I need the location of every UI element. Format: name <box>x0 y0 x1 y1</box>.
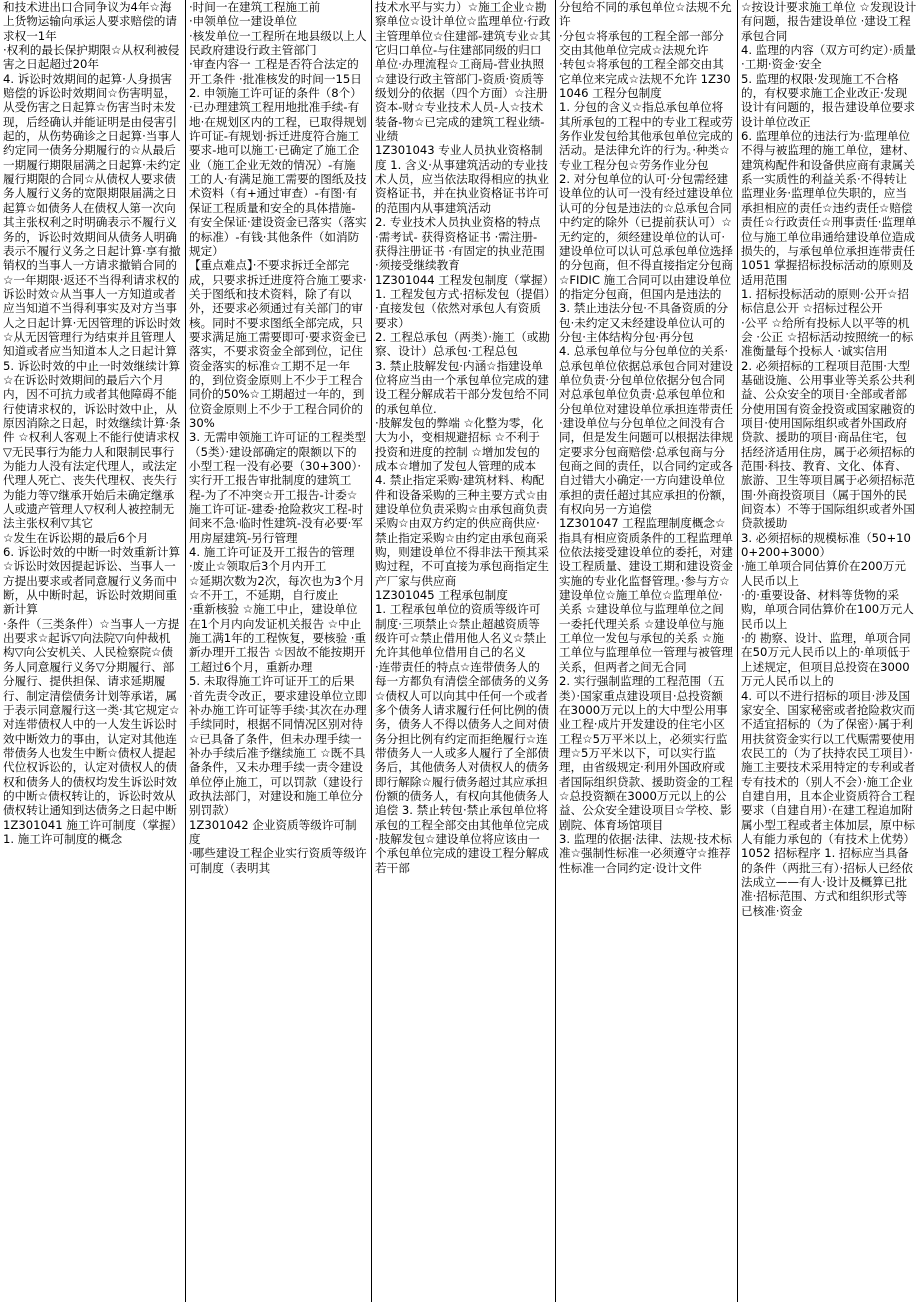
text-column-5 <box>738 0 920 1302</box>
paragraph: ·哪些建设工程企业实行资质等级许可制度（表明其 <box>189 846 367 875</box>
section-heading: 1Z301041 施工许可制度（掌握） <box>3 817 183 832</box>
section-heading: 1Z301042 企业资质等级许可制度 <box>189 817 357 846</box>
paragraph: 5. 监理的权限·发现施工不合格的，有权要求施工企业改正·发现设计有问题的，报告建设单位要求设计单位改正 <box>741 71 915 129</box>
paragraph: 1. 分包的含义☆指总承包单位将其所承包的工程中的专业工程或劳务作业发包给其他承包单位完成的活动。是法律允许的行为。·种类☆专业工程分包☆劳务作业分包 <box>559 100 733 172</box>
paragraph: 2. 实行强制监理的工程范围（五类）·国家重点建设项目·总投资额在3000万元以上的大中型公用事业工程·成片开发建设的住宅小区工程☆5万平米以上，必须实行监理☆5万平米以下，可以实行监理，由省级规定·利用外国政府或者国际组织贷款、援助资金的工程☆总投资额在3000万元以上的公益、公众安全建设项目☆学校、影剧院、体育场馆项目 <box>559 674 733 832</box>
paragraph: 1. 工程发包方式·招标发包（提倡）·直接发包（依然对承包人有资质要求） <box>375 286 550 330</box>
paragraph: 技术水平与实力）☆施工企业☆勘察单位☆设计单位☆监理单位·行政主管理单位☆住建部-建筑专业☆其它归口单位-与住建部同级的归口单位·办理流程☆工商局-营业执照☆建设行政主管部门-资质·资质等级划分的依据（四个方面）☆注册资本-财☆专业技术人员-人☆技术装备-物☆已完成的建筑工程业绩-业绩 <box>375 0 551 144</box>
section-heading: 1Z301044 工程发包制度（掌握） <box>375 272 554 287</box>
paragraph: ·首先责令改正，要求建设单位立即补办施工许可证等手续·其次在办理手续同时，根据不同情况区别对待☆已具备了条件，但未办理手续一 补办手续后准予继续施工 ☆既不具备条件，又未办理手续一责令建设单位停止施工，可以罚款（建设行政执法部门，对建设和施工单位分别罚款） <box>189 688 367 818</box>
paragraph: 1052 招标程序 1. 招标应当具备的条件（两批三有）·招标人已经依法成立——有人·设计及概算已批准·招标范围、方式和组织形式等已核准·资金 <box>741 846 913 918</box>
paragraph: ·重新核验 ☆施工中止，建设单位在1个月内向发证机关报告 ☆中止施工满1年的工程恢复，要核验 ·重新办理开工报告 ☆因故不能按期开工超过6个月，重新办理 <box>189 602 367 674</box>
paragraph: 1. 招标投标活动的原则·公开☆招标信息公开 ☆招标过程公开 <box>741 286 909 316</box>
paragraph: ·申领单位一建设单位 <box>189 14 298 29</box>
paragraph: 2. 申领施工许可证的条件（8个） <box>189 86 362 101</box>
paragraph: ☆按设计要求施工单位 ☆发现设计有问题，报告建设单位 ·建设工程承包合同 <box>741 0 917 43</box>
text-column-4 <box>556 0 736 1302</box>
paragraph: 1. 施工许可制度的概念 <box>3 831 123 846</box>
paragraph: ·审查内容一 工程是否符合法定的开工条件 ·批准核发的时间一15日 <box>189 57 362 86</box>
paragraph: ·的 勘察、设计、监理，单项合同在50万元人民币以上的·单项低于上述规定，但项目总投资在3000万元人民币以上的 <box>741 631 911 689</box>
paragraph: ·条件（三类条件）☆当事人一方提出要求☆起诉▽向法院▽向仲裁机构▽向公安机关、人民检察院☆债务人同意履行义务▽分期履行、部分履行、提供担保、请求延期履行、制定清偿债务计划等承诺，属于表示同意履行这一类·其它规定☆对连带债权人中的一人发生诉讼时效中断效力的事由，认定对其他连带债务人也发生中断☆债权人提起代位权诉讼的，认定对债权人的债权和债务人的债权均发生诉讼时效的中断☆债权转让的，诉讼时效从债权转让通知到达债务之日起中断 <box>3 616 180 818</box>
paragraph: ·肢解发包☆建设单位将应该由一个承包单位完成的建设工程分解成若干部 <box>375 831 549 875</box>
paragraph: 3. 必须招标的规模标准（50+100+200+3000） <box>741 530 911 560</box>
paragraph: 2. 专业技术人员执业资格的特点 <box>375 215 541 230</box>
paragraph: 4. 施工许可证及开工报告的管理 <box>189 545 355 560</box>
paragraph: ☆发生在诉讼期的最后6个月 <box>3 530 149 545</box>
paragraph: ·已办理建筑工程用地批准手续-有地·在规划区内的工程，已取得规划许可证-有规划·拆迁进度符合施工要求-地可以施工·已确定了施工企业（施工企业无效的情况）-有施工的人·有满足施工需要的图纸及技术资料（有+通过审查）-有图·有保证工程质量和安全的具体措施-有安全保证·建设资金已落实（落实的标准）-有钱·其他条件（如消防规定） <box>189 100 367 258</box>
paragraph: ·分包☆将承包的工程全部一部分交由其他单位完成☆法规允许 <box>559 28 724 58</box>
paragraph: 5. 未取得施工许可证开工的后果 <box>189 674 355 689</box>
paragraph: ·公平 ☆给所有投标人以平等的机会 ·公正 ☆招标活动按照统一的标准衡量每个投标人 ·诚实信用 <box>741 315 914 359</box>
paragraph: 6. 诉讼时效的中断一时效重新计算☆诉讼时效因提起诉讼、当事人一方提出要求或者同意履行义务而中断，从中断时起，诉讼时效期间重新计算 <box>3 545 181 617</box>
paragraph: 5. 诉讼时效的中止一时效继续计算☆在诉讼时效期间的最后六个月内，因不可抗力或者其他障碍不能行使请求权的，诉讼时效中止，从原因消除之日起，时效继续计算·条件 ☆权利人客观上不能行使请求权 ▽无民事行为能力人和限制民事行为能力人没有法定代理人，或法定代理人死亡、丧失代理权、丧失行为能力等▽继承开始后未确定继承人或遗产管理人▽权利人被控制无法主张权利▽其它 <box>3 358 181 531</box>
paragraph: 6. 监理单位的违法行为·监理单位不得与被监理的施工单位，建材、建筑构配件和设备供应商有隶属关系一实质性的利益关系·不得转让监理业务·监理单位失职的，应当承担相应的责任☆违约责任☆赔偿责任☆行政责任☆刑事责任·监理单位与施工单位串通给建设单位造成损失的，与承包单位承担连带责任 1051 掌握招标投标活动的原则及适用范围 <box>741 129 917 287</box>
paragraph: 1Z301047 工程监理制度概念☆指具有相应资质条件的工程监理单位依法接受建设单位的委托，对建设工程质量、建设工期和建设资金实施的专业化监督管理。·参与方☆建设单位☆施工单位☆监理单位·关系 ☆建设单位与监理单位之间一委托代理关系 ☆建设单位与施工单位一发包与承包的关系 ☆施工单位与监理单位一管理与被管理关系，但两者之间无合同 <box>559 516 733 674</box>
paragraph: 和技术进出口合同争议为4年☆海上货物运输向承运人要求赔偿的请求权一1年 <box>3 0 177 43</box>
paragraph: 2. 必须招标的工程项目范围·大型基础设施、公用事业等关系公共利益、公众安全的项目·全部或者部分使用国有资金投资或国家融资的项目·使用国际组织或者外国政府贷款、援助的项目·商品住宅，包括经济适用住房，属于必须招标的范围·科技、教育、文化、体育、旅游、卫生等项目属于必须招标范围·外商投资项目（属于国外的民间资本）不等于国际组织或者外国贷款援助 <box>741 358 915 531</box>
paragraph: ·连带责任的特点☆连带债务人的每一方都负有清偿全部债务的义务☆债权人可以向其中任何一个或者多个债务人请求履行任何比例的债务，债务人不得以债务人之间对债务分担比例有约定而拒绝履行☆连带债务人一人或多人履行了全部债务后，其他债务人对债权人的债务即行解除☆履行债务超过其应承担份额的债务人，有权向其他债务人追偿 3. 禁止转包·禁止承包单位将承包的工程全部交由其他单位完成 <box>375 659 549 832</box>
paragraph: ☆延期次数为2次，每次也为3个月☆不开工，不延期，自行废止 <box>189 573 365 603</box>
paragraph: ·肢解发包的弊端 ☆化整为零，化大为小，变相规避招标 ☆不利于投资和进度的控制 ☆增加发包的成本☆增加了发包人管理的成本 <box>375 415 544 473</box>
text-column-3 <box>372 0 554 1302</box>
paragraph: ·需考试- 获得资格证书 ·需注册- 获得注册证书 ·有固定的执业范围 ·须接受继续教育 <box>375 229 545 273</box>
paragraph: 1Z301043 专业人员执业资格制度 1. 含义·从事建筑活动的专业技术人员，应当依法取得相应的执业资格证书，并在执业资格证书许可的范围内从事建筑活动 <box>375 143 549 215</box>
paragraph: 2. 对分包单位的认可·分包需经建设单位的认可一没有经过建设单位认可的分包是违法的☆总承包合同中约定的除外（已提前获认可）☆无约定的，须经建设单位的认可·建设单位可以认可总承包单位选择的分包商，但不得直接指定分包商 ☆FIDIC 施工合同可以由建设单位的指定分包商，但国内是违法的 <box>559 172 733 301</box>
text-column-2 <box>186 0 370 1302</box>
paragraph: 分包给不同的承包单位☆法规不允许 <box>559 0 732 29</box>
paragraph: 4. 监理的内容（双方可约定）·质量·工期·资金·安全 <box>741 43 916 72</box>
paragraph: 1. 工程承包单位的资质等级许可制度·三项禁止☆禁止超越资质等级许可☆禁止借用他人名义☆禁止允许其他单位借用自己的名义 <box>375 602 547 660</box>
paragraph: 3. 禁止肢解发包·内涵☆指建设单位将应当由一个承包单位完成的建设工程分解成若干部分发包给不同的承包单位. <box>375 358 549 416</box>
section-heading: 1Z301045 工程承包制度 <box>375 588 508 603</box>
paragraph: 4. 可以不进行招标的项目·涉及国家安全、国家秘密或者抢险救灾而不适宜招标的（为了保密）·属于利用扶贫资金实行以工代赈需要使用农民工的（为了扶持农民工项目）·施工主要技术采用特定的专利或者专有技术的（别人不会）·施工企业自建自用，且本企业资质符合工程要求（自建自用）·在建工程追加附属小型工程或者主体加层，原中标人有能力承包的（有技术上优势） <box>741 688 915 846</box>
paragraph: 4. 禁止指定采购·建筑材料、构配件和设备采购的三种主要方式☆由建设单位负责采购☆由承包商负责采购☆由双方约定的供应商供应·禁止指定采购☆由约定由承包商采购，则建设单位不得非法干预其采购过程，不可直接为承包商指定生产厂家与供应商 <box>375 473 549 588</box>
paragraph: ·权利的最长保护期限☆从权利被侵害之日起超过20年 <box>3 43 180 72</box>
paragraph: 2. 工程总承包（两类）·施工（或勘察、设计）总承包·工程总包 <box>375 329 550 359</box>
paragraph: 【重点难点】·不要求拆迁全部完成，只要求拆迁进度符合施工要求·关于图纸和技术资料，除了有以外，还要求必须通过有关部门的审核。同时不要求图纸全部完成，只要求满足施工需要即可·要求资金已落实，不要求资金全部到位，记住资金落实的标准☆工期不足一年的，到位资金原则上不少于工程合同价的50%☆工期超过一年的，到位资金原则上不少于工程合同价的30% <box>189 258 367 430</box>
paragraph: 4. 诉讼时效期间的起算·人身损害赔偿的诉讼时效期间☆伤害明显，从受伤害之日起算☆伤害当时未发现，后经确认并能证明是由侵害引起的，从伤势确诊之日起算·当事人约定同一债务分期履行的☆从最后一期履行期限届满之日起算·未约定履行期限的合同☆从债权人要求债务人履行义务的宽限期限届满之日起算☆如债务人在债权人第一次向其主张权利之时明确表示不履行义务的，诉讼时效期间从债务人明确表示不履行义务之日起计算·享有撤销权的当事人一方请求撤销合同的☆一年期限·返还不当得利请求权的诉讼时效☆从当事人一方知道或者应当知道不当得利事实及对方当事人之日起计算·无因管理的诉讼时效☆从无因管理行为结束并且管理人知道或者应当知道本人之日起计算 <box>3 71 181 359</box>
paragraph: ·核发单位一工程所在地县级以上人民政府建设行政主管部门 <box>189 28 367 58</box>
text-column-1 <box>0 0 184 1302</box>
paragraph: ·施工单项合同估算价在200万元人民币以上 <box>741 559 906 588</box>
paragraph: 3. 监理的依据·法律、法规·技术标准☆强制性标准一必须遵守☆推荐性标准一合同约定·设计文件 <box>559 831 732 875</box>
paragraph: 3. 禁止违法分包·不具备资质的分包·未约定又未经建设单位认可的分包·主体结构分包·再分包 <box>559 301 729 344</box>
paragraph: ·废止☆领取后3个月内开工 <box>189 559 327 574</box>
paragraph: ·的·重要设备、材料等货物的采购，单项合同估算价在100万元人民币以上 <box>741 588 914 631</box>
paragraph: ·时间一在建筑工程施工前 <box>189 0 321 14</box>
paragraph: ·转包☆将承包的工程全部交由其它单位来完成☆法规不允许 1Z301046 工程分包制度 <box>559 57 731 101</box>
paragraph: 3. 无需申领施工许可证的工程类型（5类）·建设部确定的限额以下的小型工程一没有必要（30+300）·实行开工报告审批制度的建筑工程-为了不冲突☆开工报告-计委☆施工许可证-建委·抢险救灾工程-时间来不急·临时性建筑-没有必要·军用房屋建筑-另行管理 <box>189 430 367 545</box>
paragraph: 4. 总承包单位与分包单位的关系·总承包单位依据总承包合同对建设单位负责·分包单位依据分包合同对总承包单位负责·总承包单位和分包单位对建设单位承担连带责任·建设单位与分包单位之间没有合同，但是发生问题可以根据法律规定要求分包商赔偿·总承包商与分包商之间的责任，以合同约定或各自过错大小确定·一方向建设单位承担的责任超过其应承担的份额，有权向另一方追偿 <box>559 344 733 517</box>
